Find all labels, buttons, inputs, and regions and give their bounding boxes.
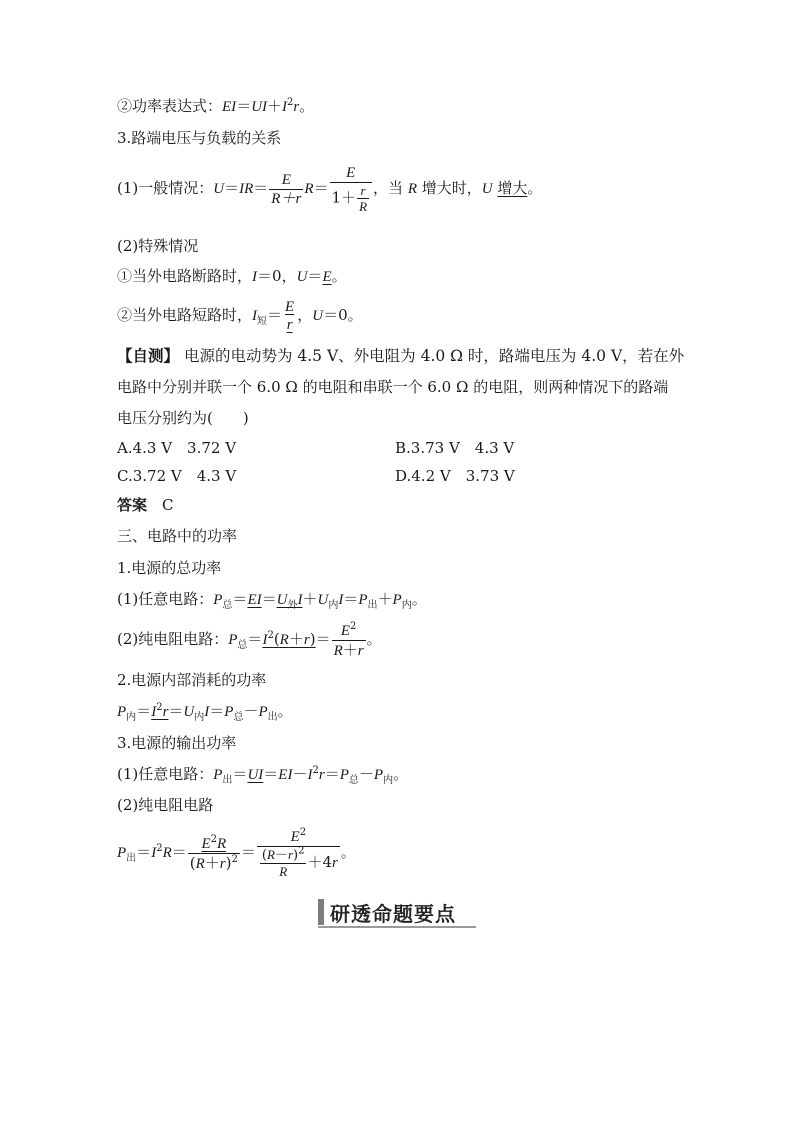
section-banner <box>318 898 476 928</box>
section-three-title: 三、电路中的功率 <box>117 527 238 545</box>
answer-value: C <box>162 496 174 514</box>
internal-power-formula: $P_内=I^2r=U_内I=P_总-P_出$。 <box>117 702 293 723</box>
choice-b: B.3.73 V 4.3 V <box>395 439 515 457</box>
output-power-pure-resistance: $P_出=I^2R=$ $\frac{E^2R}{(R+r)^2}$ ＝ $E^2$ $\frac{(R-r)^2}{R}$ ＋4r 。 <box>117 827 356 879</box>
choice-a: A.4.3 V 3.72 V <box>117 439 237 457</box>
open-circuit-line: ①当外电路断路时，I＝0，U＝E。 <box>117 267 347 285</box>
quiz-line-2: 电路中分别并联一个 6.0 Ω 的电阻和串联一个 6.0 Ω 的电阻，则两种情况下的路端 <box>117 378 669 396</box>
general-case-line: (1)一般情况：U＝IR＝ $\frac{E}{R+r}$ R＝ E 1＋ $\frac{r}{R}$ ，当 R 增大时，U 增大。 <box>117 165 543 214</box>
short-circuit-line: ②当外电路短路时，$I_短=$ $\frac{E}{r}$ ，U＝0。 <box>117 299 363 333</box>
special-case-title: (2)特殊情况 <box>117 237 199 255</box>
quiz-line-3: 电压分别约为( ) <box>117 409 249 427</box>
fraction-e2r-over-r-plus-r-sq: $\frac{E^2R}{(R+r)^2}$ <box>189 833 238 872</box>
choice-d: D.4.2 V 3.73 V <box>395 467 515 485</box>
fraction-e-over-r-plus-r: $\frac{E}{R+r}$ <box>271 171 302 207</box>
fraction-e-over-1-plus-r-over-r: E 1＋ $\frac{r}{R}$ <box>330 164 373 214</box>
total-power-any-circuit: (1)任意电路：$P_总=EI=U_外I+U_内I=P_出+P_内$。 <box>117 590 427 611</box>
banner-bar-decoration <box>318 899 324 925</box>
answer-line <box>117 495 174 515</box>
output-power-any-circuit: (1)任意电路：$P_出=UI=EI-I^2r=P_总-P_内$。 <box>117 765 409 786</box>
power-expression-line: ②功率表达式：$EI=UI+I^2r$。 <box>117 97 315 115</box>
fraction-e2-over-r-plus-r: $\frac{E^2}{R+r}$ <box>333 620 364 659</box>
quiz-label: 【自测】 <box>117 347 180 365</box>
fraction-e2-over-expansion: $E^2$ $\frac{(R-r)^2}{R}$ ＋4r <box>257 827 340 879</box>
section-3-title: 3.路端电压与负载的关系 <box>117 129 282 147</box>
quiz-line-1: 【自测】 电源的电动势为 4.5 V、外电阻为 4.0 Ω 时，路端电压为 4.0 V，若在外 <box>117 347 685 365</box>
answer-label: 答案 <box>117 496 148 514</box>
total-power-title: 1.电源的总功率 <box>117 559 222 577</box>
choice-c: C.3.72 V 4.3 V <box>117 467 237 485</box>
banner-title: 研透命题要点 <box>330 901 456 926</box>
general-answer: 增大 <box>497 179 528 197</box>
internal-power-title: 2.电源内部消耗的功率 <box>117 671 267 689</box>
output-power-title: 3.电源的输出功率 <box>117 734 237 752</box>
total-power-pure-resistance: (2)纯电阻电路：$P_总=I^2(R+r)=$ $\frac{E^2}{R+r}$ 。 <box>117 620 382 659</box>
output-pure-resistance-title: (2)纯电阻电路 <box>117 796 214 814</box>
fraction-e-over-r-short: $\frac{E}{r}$ <box>285 299 295 333</box>
